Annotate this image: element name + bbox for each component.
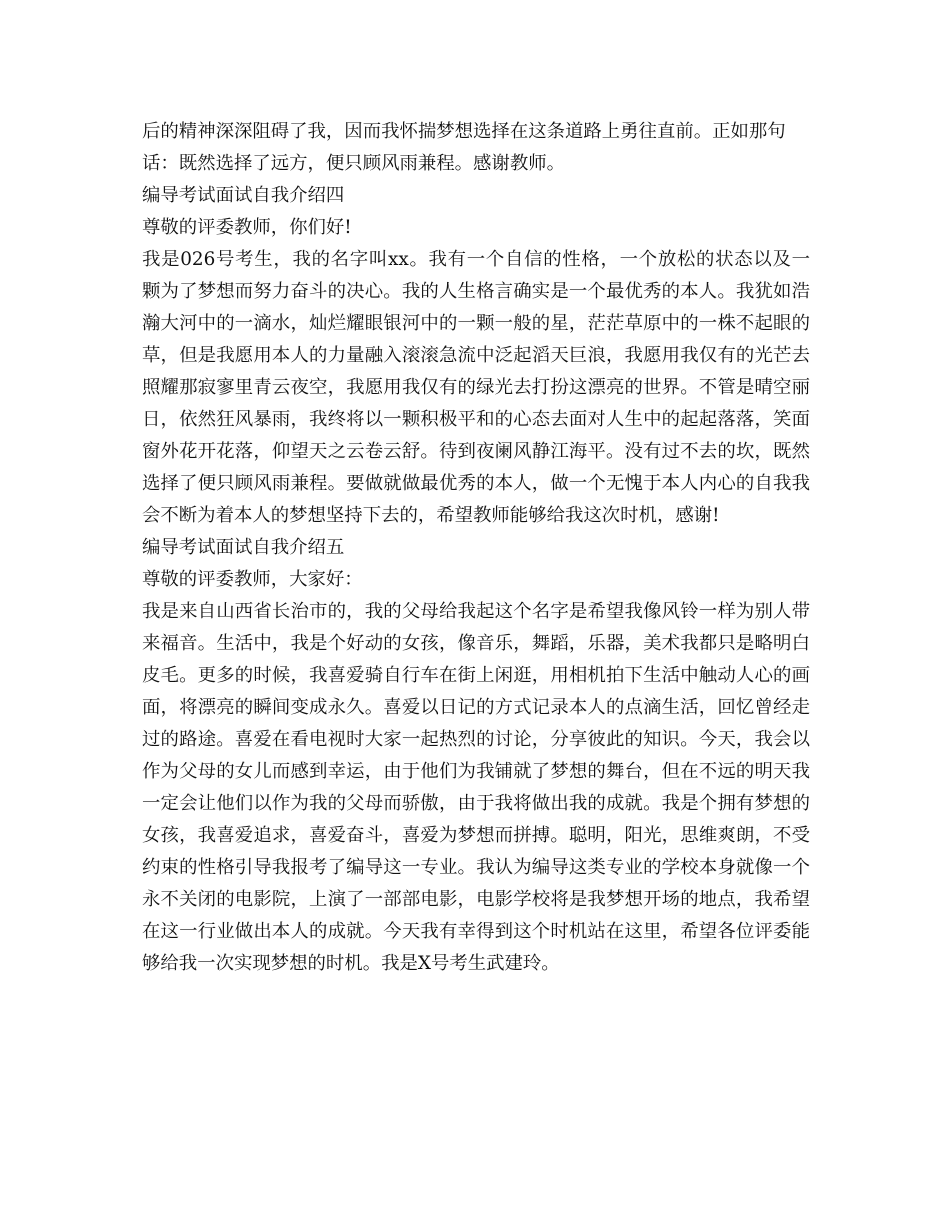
text-line: 选择了便只顾风雨兼程。要做就做最优秀的本人，做一个无愧于本人内心的自我我 bbox=[142, 473, 810, 494]
text-line: 永不关闭的电影院，上演了一部部电影，电影学校将是我梦想开场的地点，我希望 bbox=[142, 889, 810, 910]
text-line: 颗为了梦想而努力奋斗的决心。我的人生格言确实是一个最优秀的本人。我犹如浩 bbox=[142, 281, 810, 302]
text-line: 尊敬的评委教师，你们好! bbox=[142, 217, 352, 238]
text-line: 来福音。生活中，我是个好动的女孩，像音乐，舞蹈，乐器，美术我都只是略明白 bbox=[142, 633, 810, 654]
text-line: 作为父母的女儿而感到幸运，由于他们为我铺就了梦想的舞台，但在不远的明天我 bbox=[142, 761, 810, 782]
text-line: 日，依然狂风暴雨，我终将以一颗积极平和的心态去面对人生中的起起落落，笑面 bbox=[142, 409, 810, 430]
text-line: 约束的性格引导我报考了编导这一专业。我认为编导这类专业的学校本身就像一个 bbox=[142, 857, 810, 878]
text-line: 草，但是我愿用本人的力量融入滚滚急流中泛起滔天巨浪，我愿用我仅有的光芒去 bbox=[142, 345, 810, 366]
text-line: 尊敬的评委教师，大家好： bbox=[142, 569, 363, 590]
text-line: 过的路途。喜爱在看电视时大家一起热烈的讨论，分享彼此的知识。今天，我会以 bbox=[142, 729, 810, 750]
text-line: 皮毛。更多的时候，我喜爱骑自行车在街上闲逛，用相机拍下生活中触动人心的画 bbox=[142, 665, 810, 686]
text-line: 话：既然选择了远方，便只顾风雨兼程。感谢教师。 bbox=[142, 153, 565, 174]
text-line: 照耀那寂寥里青云夜空，我愿用我仅有的绿光去打扮这漂亮的世界。不管是晴空丽 bbox=[142, 377, 810, 398]
text-line: 后的精神深深阻碍了我，因而我怀揣梦想选择在这条道路上勇往直前。正如那句 bbox=[142, 121, 786, 142]
text-line: 一定会让他们以作为我的父母而骄傲，由于我将做出我的成就。我是个拥有梦想的 bbox=[142, 793, 810, 814]
text-line: 我是026号考生，我的名字叫xx。我有一个自信的性格，一个放松的状态以及一 bbox=[142, 249, 810, 270]
text-line: 瀚大河中的一滴水，灿烂耀眼银河中的一颗一般的星，茫茫草原中的一株不起眼的 bbox=[142, 313, 810, 334]
text-line: 女孩，我喜爱追求，喜爱奋斗，喜爱为梦想而拼搏。聪明，阳光，思维爽朗，不受 bbox=[142, 825, 810, 846]
text-line: 窗外花开花落，仰望天之云卷云舒。待到夜阑风静江海平。没有过不去的坎，既然 bbox=[142, 441, 810, 462]
text-line: 面，将漂亮的瞬间变成永久。喜爱以日记的方式记录本人的点滴生活，回忆曾经走 bbox=[142, 697, 810, 718]
text-line: 我是来自山西省长治市的，我的父母给我起这个名字是希望我像风铃一样为别人带 bbox=[142, 601, 810, 622]
text-line: 在这一行业做出本人的成就。今天我有幸得到这个时机站在这里，希望各位评委能 bbox=[142, 921, 810, 942]
text-line: 编导考试面试自我介绍五 bbox=[142, 537, 345, 558]
text-line: 够给我一次实现梦想的时机。我是X号考生武建玲。 bbox=[142, 953, 560, 974]
text-line: 会不断为着本人的梦想坚持下去的，希望教师能够给我这次时机，感谢! bbox=[142, 505, 720, 526]
document-body bbox=[142, 116, 810, 980]
text-line: 编导考试面试自我介绍四 bbox=[142, 185, 345, 206]
